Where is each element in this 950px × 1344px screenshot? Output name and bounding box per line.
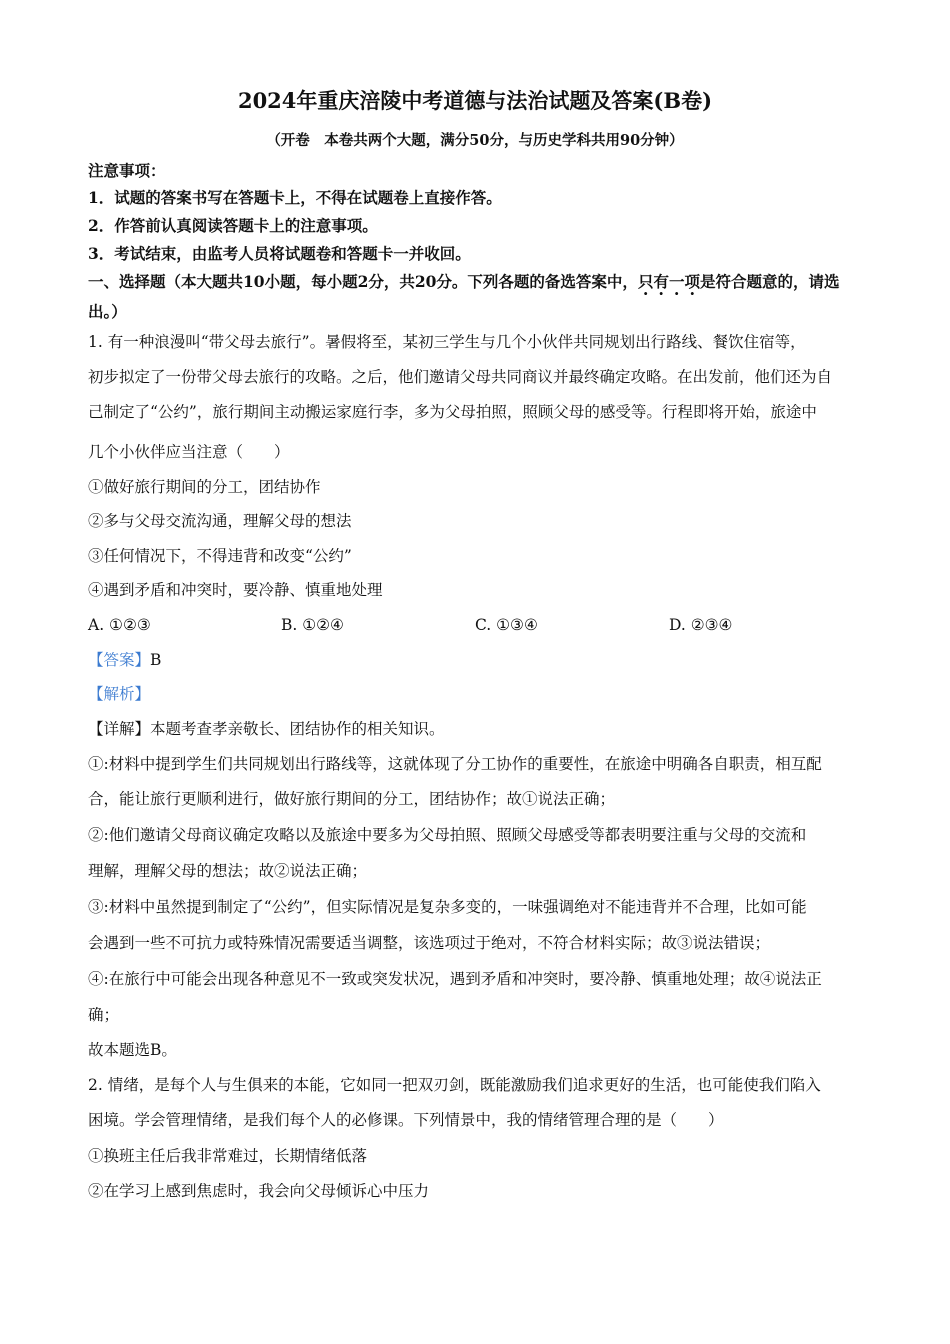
q1-option-b: B. ①②④ (281, 616, 344, 634)
section-heading-text: 一、选择题（本大题共10小题，每小题2分，共20分。下列各题的备选答案中， (88, 272, 638, 291)
q1-stem-line: 己制定了“公约”，旅行期间主动搬运家庭行李，多为父母拍照，照顾父母的感受等。行程即将开始，旅途中 (88, 403, 817, 421)
detail-text: 本题考查孝亲敬长、团结协作的相关知识。 (150, 720, 445, 738)
q1-stem-line: 1. 有一种浪漫叫“带父母去旅行”。暑假将至，某初三学生与几个小伙伴共同规划出行路线、餐饮住宿等， (88, 333, 806, 351)
emphasis-char: 只 (637, 272, 654, 291)
page-subtitle: （开卷 本卷共两个大题，满分50分，与历史学科共用90分钟） (266, 132, 684, 149)
q1-explain-line: ②:他们邀请父母商议确定攻略以及旅途中要多为父母拍照、照顾父母感受等都表明要注重与父母的交流和 (88, 826, 807, 844)
q1-option-d: D. ②③④ (669, 616, 733, 634)
q1-explain-line: ③:材料中虽然提到制定了“公约”，但实际情况是复杂多变的，一味强调绝对不能违背并不合理，比如可能 (88, 898, 807, 916)
emphasis-char: 项 (684, 272, 700, 291)
notice-heading: 注意事项： (88, 161, 166, 180)
page-title: 2024年重庆涪陵中考道德与法治试题及答案(B卷) (237, 88, 713, 113)
q1-explain-line: 合，能让旅行更顺利进行，做好旅行期间的分工，团结协作；故①说法正确； (88, 790, 616, 808)
emphasis-char: 一 (668, 272, 685, 291)
q1-explain-line: 会遇到一些不可抗力或特殊情况需要适当调整，该选项过于绝对，不符合材料实际；故③说法错误； (88, 934, 771, 952)
q1-option-c: C. ①③④ (475, 616, 538, 634)
notice-item: 1．试题的答案书写在答题卡上，不得在试题卷上直接作答。 (88, 188, 502, 207)
q1-explain-line: ①:材料中提到学生们共同规划出行路线等，这就体现了分工协作的重要性，在旅途中明确各自职责，相互配 (88, 755, 822, 773)
q1-statement: ①做好旅行期间的分工，团结协作 (88, 478, 321, 496)
q1-detail (88, 718, 445, 740)
q1-statement: ②多与父母交流沟通，理解父母的想法 (88, 512, 352, 530)
q2-stem-line: 2. 情绪，是每个人与生俱来的本能，它如同一把双刃剑，既能激励我们追求更好的生活，也可能使我们陷入 (88, 1076, 821, 1094)
section-heading (88, 271, 840, 293)
q1-statement: ③任何情况下，不得违背和改变“公约” (88, 547, 352, 565)
q2-statement: ②在学习上感到焦虑时，我会向父母倾诉心中压力 (88, 1182, 430, 1200)
q1-conclusion: 故本题选B。 (88, 1041, 177, 1059)
notice-item: 2．作答前认真阅读答题卡上的注意事项。 (88, 216, 378, 235)
q1-explain-line: ④:在旅行中可能会出现各种意见不一致或突发状况，遇到矛盾和冲突时，要冷静、慎重地处理；故④说法正 (88, 970, 822, 988)
section-heading-text: 是符合题意的，请选 (700, 272, 840, 291)
q2-stem-line: 困境。学会管理情绪，是我们每个人的必修课。下列情景中，我的情绪管理合理的是（ ） (88, 1111, 724, 1129)
q1-stem-line: 初步拟定了一份带父母去旅行的攻略。之后，他们邀请父母共同商议并最终确定攻略。在出发前，他们还为自 (88, 368, 833, 386)
answer-value: B (150, 651, 162, 669)
analysis-tag: 【解析】 (88, 685, 151, 703)
q1-answer (88, 649, 161, 671)
q1-option-a: A. ①②③ (88, 616, 151, 634)
notice-item: 3．考试结束，由监考人员将试题卷和答题卡一并收回。 (88, 244, 471, 263)
answer-tag: 【答案】 (88, 651, 151, 669)
q1-statement: ④遇到矛盾和冲突时，要冷静、慎重地处理 (88, 581, 383, 599)
section-heading-cont: 出。） (88, 302, 127, 321)
q2-statement: ①换班主任后我非常难过，长期情绪低落 (88, 1147, 368, 1165)
q1-stem-line: 几个小伙伴应当注意（ ） (88, 443, 290, 461)
q1-explain-line: 理解，理解父母的想法；故②说法正确； (88, 862, 368, 880)
q1-explain-line: 确； (88, 1006, 120, 1024)
detail-tag: 【详解】 (88, 720, 151, 738)
emphasis-char: 有 (653, 272, 669, 291)
